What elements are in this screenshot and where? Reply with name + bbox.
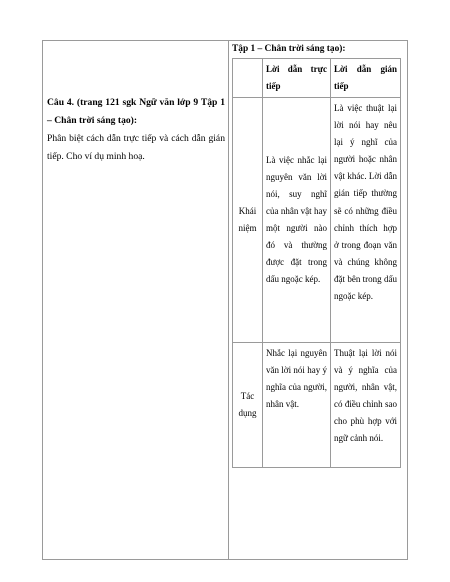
question-body: Phân biệt cách dẫn trực tiếp và cách dẫn gián tiếp. Cho ví dụ minh hoạ. bbox=[47, 133, 225, 162]
header-empty-cell bbox=[233, 59, 263, 98]
row-label-concept: Khái niệm bbox=[233, 98, 263, 343]
column-divider bbox=[228, 40, 229, 560]
question-title: Câu 4. (trang 121 sgk Ngữ văn lớp 9 Tập 1 – Chân trời sáng tạo): bbox=[47, 97, 225, 126]
answer-heading: Tập 1 – Chân trời sáng tạo): bbox=[232, 44, 346, 54]
row-label-effect: Tác dụng bbox=[233, 343, 263, 468]
header-indirect-speech: Lời dẫn gián tiếp bbox=[331, 59, 401, 98]
table-header-row bbox=[233, 59, 401, 98]
comparison-table bbox=[232, 58, 401, 468]
effect-direct-cell: Nhắc lại nguyên văn lời nói hay ý nghĩa của người, nhân vật. bbox=[263, 343, 331, 468]
effect-indirect-cell: Thuật lại lời nói và ý nghĩa của người, nhân vật, có điều chỉnh sao cho phù hợp với ngữ cảnh nói. bbox=[331, 343, 401, 468]
table-row bbox=[233, 98, 401, 343]
concept-indirect-cell: Là việc thuật lại lời nói hay nêu lại ý nghĩ của người hoặc nhân vật khác. Lời dẫn gián tiếp thường sẽ có những điều chỉnh thích hợp ở trong đoạn văn và chúng không đặt bên trong dấu ngoặc kép. bbox=[331, 98, 401, 343]
header-direct-speech: Lời dẫn trực tiếp bbox=[263, 59, 331, 98]
table-row bbox=[233, 343, 401, 468]
question-cell bbox=[47, 94, 225, 166]
concept-direct-cell: Là việc nhắc lại nguyên văn lời nói, suy nghĩ của nhân vật hay một người nào đó và thường được đặt trong dấu ngoặc kép. bbox=[263, 98, 331, 343]
